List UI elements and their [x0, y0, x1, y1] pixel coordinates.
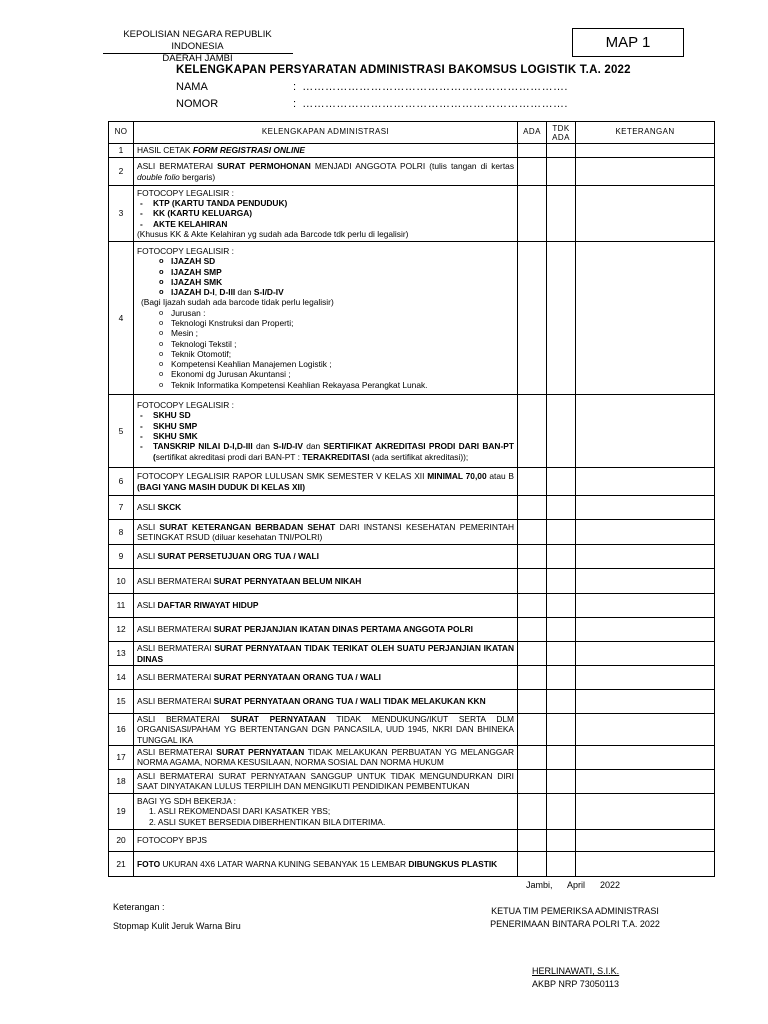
- keterangan-cell[interactable]: [576, 186, 715, 242]
- tdk-ada-cell[interactable]: [547, 769, 576, 793]
- tdk-ada-cell[interactable]: [547, 520, 576, 545]
- row-number: 14: [109, 666, 134, 690]
- text-bold: DIBUNGKUS PLASTIK: [408, 858, 498, 869]
- tdk-ada-cell[interactable]: [547, 745, 576, 769]
- keterangan-cell[interactable]: [576, 594, 715, 618]
- text: dan: [235, 287, 254, 298]
- keterangan-cell[interactable]: [576, 158, 715, 186]
- text: TIDAK MENDUKUNG/IKUT SERTA DLM ORGANISASI/PAHAM YG BERTENTANGAN DGN PANCASILA, UUD 1945, NKRI DAN BHINEKA TUNGGAL IKA: [137, 714, 515, 745]
- ada-cell[interactable]: [518, 793, 547, 829]
- org-region: DAERAH JAMBI: [162, 53, 233, 64]
- text-bold: SURAT PERNYATAAN ORANG TUA / WALI: [213, 672, 381, 683]
- text: ASLI BERMATERAI: [137, 696, 214, 707]
- row-item: [134, 594, 518, 618]
- keterangan-cell[interactable]: [576, 545, 715, 569]
- row-number: 10: [109, 569, 134, 594]
- table-row: [109, 158, 715, 186]
- table-row: [109, 793, 715, 829]
- col-tdk-ada-header: [547, 122, 576, 144]
- list-item: - AKTE KELAHIRAN: [137, 219, 514, 229]
- keterangan-cell[interactable]: [576, 242, 715, 395]
- row-number: 12: [109, 618, 134, 642]
- text-bold: SURAT PERJANJIAN IKATAN DINAS PERTAMA ANGGOTA POLRI: [213, 624, 473, 635]
- keterangan-cell[interactable]: [576, 745, 715, 769]
- text: dan: [252, 441, 274, 452]
- signatory-name: HERLINAWATI, S.I.K.: [532, 966, 620, 976]
- text-bold: TANSKRIP NILAI D-I,D-III: [153, 441, 253, 452]
- row-item: ASLI BERMATERAI SURAT PERNYATAAN SANGGUP UNTUK TIDAK MENGUNDURKAN DIRI SAAT DINYATAKAN LULUS TERPILIH DAN MENGIKUTI PENDIDIKAN PEMBENTUKAN: [134, 769, 518, 793]
- signatory-title: [486, 905, 664, 931]
- list-item: o IJAZAH SMK: [137, 277, 514, 287]
- tdk-ada-cell[interactable]: [547, 496, 576, 520]
- row-number: 21: [109, 851, 134, 876]
- tdk-ada-cell[interactable]: [547, 395, 576, 468]
- jurusan-list: [137, 308, 514, 390]
- item-heading: FOTOCOPY LEGALISIR :: [137, 245, 234, 256]
- ada-cell[interactable]: [518, 690, 547, 714]
- list-item: o Teknik Otomotif;: [137, 349, 514, 359]
- list-item: o IJAZAH SMP: [137, 267, 514, 277]
- row-number: 6: [109, 468, 134, 496]
- table-row: [109, 642, 715, 666]
- tdk-ada-cell[interactable]: [547, 545, 576, 569]
- table-row: [109, 666, 715, 690]
- table-row: [109, 186, 715, 242]
- document-title: KELENGKAPAN PERSYARATAN ADMINISTRASI BAKOMSUS LOGISTIK T.A. 2022: [176, 64, 631, 76]
- ada-cell[interactable]: [518, 829, 547, 851]
- nomor-colon: :: [293, 98, 297, 110]
- nomor-dots: …………………………………………………………….: [302, 98, 568, 110]
- keterangan-cell[interactable]: [576, 642, 715, 666]
- table-row: [109, 569, 715, 594]
- table-row: [109, 144, 715, 158]
- row-number: 13: [109, 642, 134, 666]
- signing-date: Jambi, April 2022: [526, 880, 621, 890]
- text-bold: IJAZAH D-I: [171, 287, 215, 298]
- text-italic: double folio: [137, 171, 180, 182]
- row-item: [134, 714, 518, 746]
- text: dan: [302, 441, 324, 452]
- table-row: [109, 395, 715, 468]
- text-bold: SURAT PERSETUJUAN ORG TUA / WALI: [157, 551, 319, 562]
- tdk-ada-cell[interactable]: [547, 569, 576, 594]
- ada-cell[interactable]: [518, 496, 547, 520]
- ada-cell[interactable]: [518, 642, 547, 666]
- text: FOTOCOPY LEGALISIR RAPOR LULUSAN SMK SEMESTER V KELAS XII: [137, 471, 428, 482]
- row-number: 2: [109, 158, 134, 186]
- table-row: [109, 545, 715, 569]
- list-item: - SKHU SMP: [137, 421, 514, 431]
- nomor-label: NOMOR: [176, 98, 219, 110]
- tdk-ada-cell[interactable]: [547, 594, 576, 618]
- requirements-table: [108, 121, 715, 877]
- row-item: [134, 745, 518, 769]
- keterangan-cell[interactable]: [576, 468, 715, 496]
- ada-cell[interactable]: [518, 242, 547, 395]
- text: ASLI BERMATERAI: [137, 575, 214, 586]
- keterangan-cell[interactable]: [576, 793, 715, 829]
- row-item: [134, 186, 518, 242]
- keterangan-cell[interactable]: [576, 496, 715, 520]
- row-item: [134, 158, 518, 186]
- org-header: [100, 29, 295, 65]
- item-note: (Khusus KK & Akte Kelahiran yg sudah ada Barcode tdk perlu di legalisir): [137, 228, 409, 239]
- text-bold: D-III: [219, 287, 236, 298]
- tdk-ada-cell[interactable]: [547, 468, 576, 496]
- row-number: 11: [109, 594, 134, 618]
- keterangan-cell[interactable]: [576, 714, 715, 746]
- row-item: [134, 144, 518, 158]
- ada-cell[interactable]: [518, 851, 547, 876]
- keterangan-cell[interactable]: [576, 520, 715, 545]
- text-bold: SURAT PERMOHONAN: [217, 161, 311, 172]
- list-item: - SKHU SD: [137, 410, 514, 420]
- keterangan-cell[interactable]: [576, 829, 715, 851]
- table-row: [109, 745, 715, 769]
- col-keterangan-header: KETERANGAN: [576, 122, 715, 144]
- signatory-title-line1: KETUA TIM PEMERIKSA ADMINISTRASI: [491, 906, 659, 916]
- text-bold: SURAT PERNYATAAN: [216, 747, 305, 758]
- table-row: [109, 769, 715, 793]
- text-bold: FORM REGISTRASI ONLINE: [192, 145, 305, 156]
- table-row: [109, 468, 715, 496]
- list-item: 1. ASLI REKOMENDASI DARI KASATKER YBS;: [149, 806, 331, 817]
- row-item: [134, 642, 518, 666]
- org-name: KEPOLISIAN NEGARA REPUBLIK INDONESIA: [123, 29, 272, 52]
- row-number: 16: [109, 714, 134, 746]
- row-number: 3: [109, 186, 134, 242]
- text-bold: FOTO: [137, 858, 161, 869]
- text: TIDAK MELAKUKAN PERBUATAN YG MELANGGAR NORMA AGAMA, NORMA KESUSILAAN, NORMA SOSIAL DAN NORMA HUKUM: [137, 747, 515, 768]
- row-item: [134, 496, 518, 520]
- list-item: o Teknik Informatika Kompetensi Keahlian Rekayasa Perangkat Lunak.: [137, 380, 514, 390]
- text: ASLI: [137, 551, 158, 562]
- text: MENJADI ANGGOTA POLRI (tulis tangan di kertas: [310, 161, 515, 172]
- list-item: [137, 441, 514, 462]
- ada-cell[interactable]: [518, 468, 547, 496]
- ijazah-list: [137, 256, 514, 297]
- text: ASLI BERMATERAI: [137, 672, 214, 683]
- tdk-ada-cell[interactable]: [547, 618, 576, 642]
- row-number: 8: [109, 520, 134, 545]
- text: ,: [214, 287, 220, 298]
- keterangan-cell[interactable]: [576, 395, 715, 468]
- ada-cell[interactable]: [518, 569, 547, 594]
- nomor-field: [176, 98, 568, 110]
- row-item: [134, 851, 518, 876]
- text: sertifikat akreditasi prodi dari BAN-PT :: [155, 451, 303, 462]
- ada-cell[interactable]: [518, 745, 547, 769]
- table-header-row: [109, 122, 715, 144]
- row-item: [134, 618, 518, 642]
- ada-cell[interactable]: [518, 395, 547, 468]
- text-bold: SURAT PERNYATAAN BELUM NIKAH: [213, 575, 362, 586]
- text-bold: SURAT PERNYATAAN TIDAK TERIKAT OLEH SUATU PERJANJIAN IKATAN DINAS: [137, 643, 514, 664]
- table-row: [109, 618, 715, 642]
- row-item: [134, 395, 518, 468]
- list-item: - SKHU SMK: [137, 431, 514, 441]
- row-number: 4: [109, 242, 134, 395]
- list-item: o IJAZAH SD: [137, 256, 514, 266]
- nama-colon: :: [293, 81, 297, 93]
- text-bold: TERAKREDITASI: [302, 451, 370, 462]
- row-number: 19: [109, 793, 134, 829]
- item-note: (Bagi Ijazah sudah ada barcode tidak perlu legalisir): [141, 297, 334, 308]
- text-bold: SURAT PERNYATAAN ORANG TUA / WALI TIDAK MELAKUKAN KKN: [213, 696, 486, 707]
- row-item: [134, 242, 518, 395]
- row-number: 9: [109, 545, 134, 569]
- ada-cell[interactable]: [518, 594, 547, 618]
- row-item: [134, 666, 518, 690]
- text-bold: MINIMAL 70,00: [427, 471, 487, 482]
- tdk-ada-cell[interactable]: [547, 158, 576, 186]
- text-bold: SURAT KETERANGAN BERBADAN SEHAT: [159, 521, 336, 532]
- keterangan-label: Keterangan :: [113, 902, 165, 912]
- text-bold: S-I/D-IV: [273, 441, 303, 452]
- item-heading: FOTOCOPY LEGALISIR :: [137, 187, 234, 198]
- row-number: 1: [109, 144, 134, 158]
- list-item: o Jurusan :: [137, 308, 514, 318]
- col-tdk-line1: TDK: [552, 123, 570, 133]
- list-item: - KK (KARTU KELUARGA): [137, 208, 514, 218]
- text: ASLI BERMATERAI: [137, 643, 215, 654]
- text: ASLI BERMATERAI: [137, 714, 231, 724]
- row-item: [134, 545, 518, 569]
- tdk-ada-cell[interactable]: [547, 242, 576, 395]
- keterangan-value: Stopmap Kulit Jeruk Warna Biru: [113, 921, 241, 931]
- ada-cell[interactable]: [518, 618, 547, 642]
- table-row: [109, 242, 715, 395]
- col-tdk-line2: ADA: [552, 132, 570, 142]
- text: bergaris): [179, 171, 216, 182]
- text: ASLI: [137, 521, 160, 532]
- col-item-header: KELENGKAPAN ADMINISTRASI: [134, 122, 518, 144]
- header-divider: [103, 53, 293, 54]
- table-row: [109, 690, 715, 714]
- text-bold: SKCK: [157, 502, 182, 513]
- ada-cell[interactable]: [518, 158, 547, 186]
- text-bold: (BAGI YANG MASIH DUDUK DI KELAS XII): [137, 481, 305, 492]
- text: ASLI BERMATERAI: [137, 161, 218, 172]
- list-item: o Mesin ;: [137, 328, 514, 338]
- col-no-header: NO: [109, 122, 134, 144]
- item-heading: FOTOCOPY LEGALISIR :: [137, 400, 234, 411]
- keterangan-cell[interactable]: [576, 144, 715, 158]
- row-item: [134, 690, 518, 714]
- text-bold: SERTIFIKAT AKREDITASI PRODI DARI BAN-PT (: [153, 441, 514, 462]
- text: (ada sertifikat akreditasi));: [369, 451, 469, 462]
- signatory-title-line2: PENERIMAAN BINTARA POLRI T.A. 2022: [490, 919, 660, 929]
- text: atau B: [486, 471, 515, 482]
- text-bold: DAFTAR RIWAYAT HIDUP: [157, 600, 259, 611]
- table-row: [109, 851, 715, 876]
- tdk-ada-cell[interactable]: [547, 666, 576, 690]
- ada-cell[interactable]: [518, 545, 547, 569]
- keterangan-cell[interactable]: [576, 851, 715, 876]
- ada-cell[interactable]: [518, 520, 547, 545]
- table-row: [109, 496, 715, 520]
- row-number: 5: [109, 395, 134, 468]
- item-list: [137, 806, 514, 827]
- keterangan-cell[interactable]: [576, 769, 715, 793]
- row-item: [134, 520, 518, 545]
- text-bold: SURAT PERNYATAAN: [230, 714, 326, 724]
- nama-field: [176, 81, 568, 93]
- keterangan-cell[interactable]: [576, 690, 715, 714]
- tdk-ada-cell[interactable]: [547, 829, 576, 851]
- tdk-ada-cell[interactable]: [547, 793, 576, 829]
- row-number: 20: [109, 829, 134, 851]
- row-item: [134, 468, 518, 496]
- tdk-ada-cell[interactable]: [547, 144, 576, 158]
- text: DARI INSTANSI KESEHATAN PEMERINTAH SETINGKAT RSUD (diluar kesehatan TNI/POLRI): [137, 521, 515, 542]
- list-item: o Ekonomi dg Jurusan Akuntansi ;: [137, 369, 514, 379]
- map-label: MAP 1: [572, 28, 684, 57]
- nama-dots: …………………………………………………………….: [302, 81, 568, 93]
- table-row: [109, 520, 715, 545]
- text: ASLI: [137, 502, 158, 513]
- table-row: [109, 594, 715, 618]
- tdk-ada-cell[interactable]: [547, 714, 576, 746]
- row-item: FOTOCOPY BPJS: [134, 829, 518, 851]
- text: ASLI BERMATERAI: [137, 747, 217, 758]
- ada-cell[interactable]: [518, 666, 547, 690]
- tdk-ada-cell[interactable]: [547, 642, 576, 666]
- list-item: - KTP (KARTU TANDA PENDUDUK): [137, 198, 514, 208]
- tdk-ada-cell[interactable]: [547, 851, 576, 876]
- table-row: [109, 829, 715, 851]
- item-list: [137, 198, 514, 229]
- list-item: o Teknologi Knstruksi dan Properti;: [137, 318, 514, 328]
- text: ASLI: [137, 600, 158, 611]
- row-number: 15: [109, 690, 134, 714]
- row-number: 7: [109, 496, 134, 520]
- keterangan-cell[interactable]: [576, 618, 715, 642]
- list-item: o Teknologi Tekstil ;: [137, 339, 514, 349]
- col-ada-header: ADA: [518, 122, 547, 144]
- row-item: [134, 569, 518, 594]
- row-number: 18: [109, 769, 134, 793]
- tdk-ada-cell[interactable]: [547, 690, 576, 714]
- item-list: [137, 410, 514, 461]
- list-item: 2. ASLI SUKET BERSEDIA DIBERHENTIKAN BILA DITERIMA.: [149, 816, 386, 827]
- row-number: 17: [109, 745, 134, 769]
- item-heading: BAGI YG SDH BEKERJA :: [137, 795, 236, 806]
- text: ASLI BERMATERAI: [137, 624, 214, 635]
- ada-cell[interactable]: [518, 186, 547, 242]
- signatory-rank: AKBP NRP 73050113: [532, 979, 620, 989]
- list-item: [137, 287, 514, 297]
- ada-cell[interactable]: [518, 769, 547, 793]
- text: HASIL CETAK: [137, 145, 193, 156]
- table-row: [109, 714, 715, 746]
- keterangan-cell[interactable]: [576, 666, 715, 690]
- text-bold: S-I/D-IV: [253, 287, 284, 298]
- ada-cell[interactable]: [518, 144, 547, 158]
- ada-cell[interactable]: [518, 714, 547, 746]
- nama-label: NAMA: [176, 81, 208, 93]
- text: UKURAN 4X6 LATAR WARNA KUNING SEBANYAK 15 LEMBAR: [160, 858, 409, 869]
- tdk-ada-cell[interactable]: [547, 186, 576, 242]
- list-item: o Kompetensi Keahlian Manajemen Logistik ;: [137, 359, 514, 369]
- keterangan-cell[interactable]: [576, 569, 715, 594]
- row-item: [134, 793, 518, 829]
